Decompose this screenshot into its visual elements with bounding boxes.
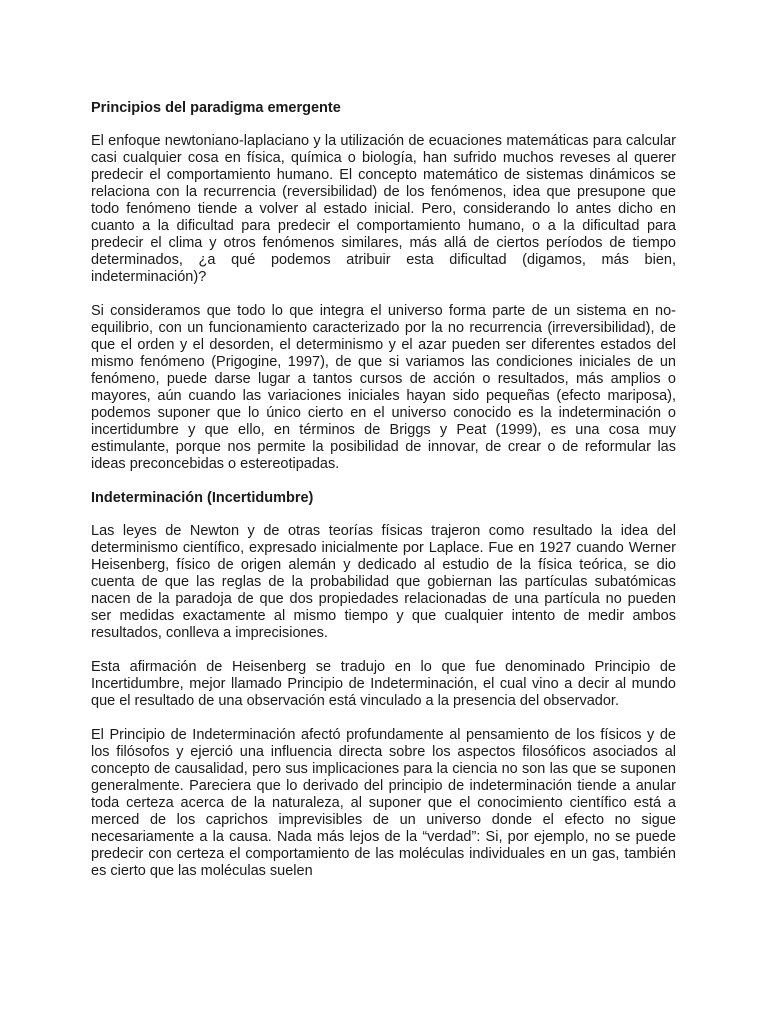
paragraph-afirmacion-heisenberg: Esta afirmación de Heisenberg se tradujo en lo que fue denominado Principio de Incertidumbre, mejor llamado Principio de Indeterminación, el cual vino a decir al mundo que el resultado de una observación está vinculado a la presencia del observador.: [91, 659, 676, 709]
section-heading-paradigma: Principios del paradigma emergente: [91, 100, 341, 116]
paragraph-no-equilibrio: Si consideramos que todo lo que integra el universo forma parte de un sistema en no-equilibrio, con un funcionamiento caracterizado por la no recurrencia (irreversibilidad), de que el orden y el desorden, el determinismo y el azar pueden ser diferentes estados del mismo fenómeno (Prigogine, 1997), de que si variamos las condiciones iniciales de un fenómeno, puede darse lugar a tantos cursos de acción o resultados, más amplios o mayores, aún cuando las variaciones iniciales hayan sido pequeñas (efecto mariposa), podemos suponer que lo único cierto en el universo conocido es la indeterminación o incertidumbre y que ello, en términos de Briggs y Peat (1999), es una cosa muy estimulante, porque nos permite la posibilidad de innovar, de crear o de reformular las ideas preconcebidas o estereotipadas.: [91, 303, 676, 472]
paragraph-principio-indeterminacion: El Principio de Indeterminación afectó profundamente al pensamiento de los físicos y de los filósofos y ejerció una influencia directa sobre los aspectos filosóficos asociados al concepto de causalidad, pero sus implicaciones para la ciencia no son las que se suponen generalmente. Pareciera que lo derivado del principio de indeterminación tiende a anular toda certeza acerca de la naturaleza, al suponer que el conocimiento científico está a merced de los caprichos imprevisibles de un universo donde el efecto no sigue necesariamente a la causa. Nada más lejos de la “verdad”: Si, por ejemplo, no se puede predecir con certeza el comportamiento de las moléculas individuales en un gas, también es cierto que las moléculas suelen: [91, 727, 676, 879]
document-page: [91, 100, 676, 897]
paragraph-leyes-newton: Las leyes de Newton y de otras teorías físicas trajeron como resultado la idea del determinismo científico, expresado inicialmente por Laplace. Fue en 1927 cuando Werner Heisenberg, físico de origen alemán y dedicado al estudio de la física teórica, se dio cuenta de que las reglas de la probabilidad que gobiernan las partículas subatómicas nacen de la paradoja de que dos propiedades relacionadas de una partícula no pueden ser medidas exactamente al mismo tiempo y que cualquier intento de medir ambos resultados, conlleva a imprecisiones.: [91, 523, 676, 641]
section-heading-indeterminacion: Indeterminación (Incertidumbre): [91, 490, 314, 506]
paragraph-newtoniano: El enfoque newtoniano-laplaciano y la utilización de ecuaciones matemáticas para calcular casi cualquier cosa en física, química o biología, han sufrido muchos reveses al querer predecir el comportamiento humano. El concepto matemático de sistemas dinámicos se relaciona con la recurrencia (reversibilidad) de los fenómenos, idea que presupone que todo fenómeno tiende a volver al estado inicial. Pero, considerando lo antes dicho en cuanto a la dificultad para predecir el comportamiento humano, o a la dificultad para predecir el clima y otros fenómenos similares, más allá de ciertos períodos de tiempo determinados, ¿a qué podemos atribuir esta dificultad (digamos, más bien, indeterminación)?: [91, 133, 676, 285]
